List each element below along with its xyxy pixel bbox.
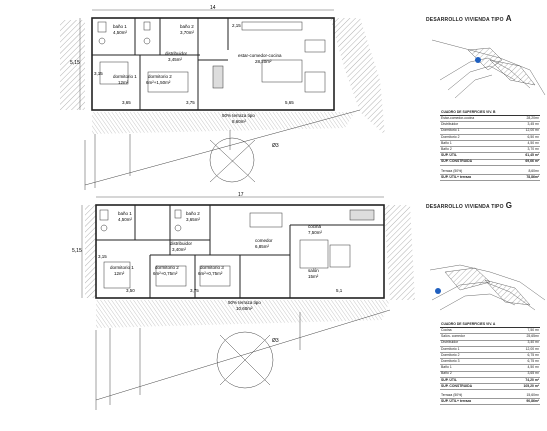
location-marker-g bbox=[435, 288, 441, 294]
surface-table-a bbox=[440, 110, 540, 181]
plan-g bbox=[72, 192, 415, 410]
table-title: CUADRO DE SUPERFICIES VIV. A bbox=[441, 321, 496, 326]
plan-a-letter: A bbox=[505, 14, 512, 23]
row-label: Dormitorio 2 bbox=[441, 134, 460, 139]
row-value: 105,20 m² bbox=[523, 383, 539, 388]
row-value: 6,75 m² bbox=[527, 359, 539, 364]
room-a-estar-name: estar-comedor-cocina bbox=[238, 53, 282, 58]
dim-a-top: 2,15 bbox=[232, 23, 241, 28]
row-value: 6,50 m² bbox=[527, 134, 539, 139]
plan-g-letter: G bbox=[505, 201, 513, 210]
room-g-salon-area: 15m² bbox=[308, 274, 319, 279]
row-value: 15,60m² bbox=[526, 392, 539, 397]
row-value: 3,65 m² bbox=[527, 371, 539, 376]
row-label: Terraza (50%) bbox=[441, 392, 463, 397]
row-value: 3,70 m² bbox=[527, 147, 539, 152]
row-label: Baño 2 bbox=[441, 147, 452, 152]
room-g-cocina-area: 7,50m² bbox=[308, 230, 323, 235]
room-g-dorm2-name: dormitorio 2 bbox=[155, 265, 179, 270]
row-label: Baño 2 bbox=[441, 371, 452, 376]
dim-a-b1: 3,75 bbox=[186, 100, 195, 105]
key-map-a bbox=[432, 40, 545, 98]
key-map-g bbox=[430, 265, 545, 310]
row-label: Dormitorio 1 bbox=[441, 128, 460, 133]
slope-g-label: Ø3 bbox=[272, 338, 279, 344]
terrace-a-area: 8,60m² bbox=[232, 119, 247, 124]
row-value: 12,00 m² bbox=[525, 128, 539, 133]
row-value: 12,00 m² bbox=[525, 346, 539, 351]
room-a-distribuidor-area: 3,45m² bbox=[168, 57, 183, 62]
surface-table-g bbox=[440, 322, 540, 405]
terrace-a-name: 50% terraza tipo bbox=[222, 113, 255, 118]
dim-a-left: 3,15 bbox=[94, 71, 103, 76]
dim-a-b2: 5,65 bbox=[285, 100, 294, 105]
room-g-dorm1-area: 12m² bbox=[114, 271, 125, 276]
room-a-bano1-area: 4,50m² bbox=[113, 30, 128, 35]
room-a-bano2-area: 3,70m² bbox=[180, 30, 195, 35]
row-label: Terraza (50%) bbox=[441, 168, 463, 173]
row-label: Dormitorio 3 bbox=[441, 359, 460, 364]
dim-g-b2: 5,1 bbox=[336, 288, 343, 293]
row-label: Distribuidor bbox=[441, 340, 459, 345]
room-a-dorm1-name: dormitorio 1 bbox=[113, 74, 137, 79]
row-label: SUP. CONSTRUIDA bbox=[441, 159, 473, 164]
room-g-cocina-name: cocina bbox=[308, 224, 322, 229]
terrain-hatch-left-g bbox=[85, 205, 96, 298]
table-row-sum bbox=[440, 399, 540, 405]
row-value: 78,86m² bbox=[526, 174, 539, 179]
plan-a bbox=[60, 5, 385, 190]
slope-a-label: Ø3 bbox=[272, 143, 279, 149]
row-value: 7,50 m² bbox=[527, 328, 539, 333]
row-label: SUP. ÚTIL bbox=[441, 377, 457, 382]
room-a-estar-area: 28,20m² bbox=[255, 59, 272, 64]
room-g-dorm1-name: dormitorio 1 bbox=[110, 265, 134, 270]
interior-walls-g bbox=[96, 205, 384, 298]
row-value: 4,50 m² bbox=[527, 140, 539, 145]
row-label: SUP. ÚTIL+ terraza bbox=[441, 399, 471, 404]
row-value: 3,45 m² bbox=[527, 122, 539, 127]
table-row-sum bbox=[440, 175, 540, 181]
plan-a-title bbox=[426, 14, 512, 23]
terrace-g-area: 10,60m² bbox=[236, 306, 253, 311]
dim-g-left: 3,15 bbox=[98, 254, 107, 259]
dim-a-width: 14 bbox=[210, 5, 216, 11]
room-a-dorm2-name: dormitorio 2 bbox=[148, 74, 172, 79]
row-value: 90,86m² bbox=[526, 399, 539, 404]
room-g-bano2-name: baño 2 bbox=[186, 211, 200, 216]
row-label: Cocina bbox=[441, 328, 452, 333]
furniture-a bbox=[98, 22, 325, 92]
plan-g-title-text: DESARROLLO VIVIENDA TIPO bbox=[426, 204, 504, 210]
row-value: 3,40 m² bbox=[527, 340, 539, 345]
row-value: 28,20m² bbox=[526, 116, 539, 121]
room-a-bano2-name: baño 2 bbox=[180, 24, 194, 29]
room-g-bano2-area: 3,65m² bbox=[186, 217, 201, 222]
row-label: Salón- comedor bbox=[441, 334, 465, 339]
row-label: SUP. CONSTRUIDA bbox=[441, 383, 473, 388]
row-value: 6,75 m² bbox=[527, 352, 539, 357]
terrain-hatch-right-g bbox=[384, 205, 415, 300]
room-g-dorm2-area: 6m²+0,75m² bbox=[153, 271, 178, 276]
room-a-bano1-name: baño 1 bbox=[113, 24, 127, 29]
row-label: Estar-comedor-cocina bbox=[441, 116, 475, 121]
room-g-comedor-name: comedor bbox=[255, 238, 273, 243]
row-value: 25,65m² bbox=[526, 334, 539, 339]
row-label: Dormitorio 2 bbox=[441, 352, 460, 357]
dim-g-height: 5,15 bbox=[72, 248, 82, 254]
room-g-distribuidor-name: distribuidor bbox=[170, 241, 193, 246]
room-a-dorm2-area: 6m²+1,50m² bbox=[146, 80, 171, 85]
row-label: Distribuidor bbox=[441, 122, 459, 127]
plan-a-title-text: DESARROLLO VIVIENDA TIPO bbox=[426, 17, 504, 23]
dim-g-width: 17 bbox=[238, 192, 244, 198]
furniture-g bbox=[100, 210, 374, 288]
row-value: 8,60m² bbox=[528, 168, 539, 173]
room-a-distribuidor-name: distribuidor bbox=[165, 51, 188, 56]
room-g-distribuidor-area: 3,40m² bbox=[172, 247, 187, 252]
terrace-g-name: 50% terraza tipo bbox=[228, 300, 261, 305]
room-a-dorm1-area: 12m² bbox=[118, 80, 129, 85]
row-label: SUP. ÚTIL bbox=[441, 153, 457, 158]
row-value: 4,50 m² bbox=[527, 365, 539, 370]
room-g-dorm3-area: 6m²+0,75m² bbox=[198, 271, 223, 276]
dim-g-b1: 3,75 bbox=[190, 288, 199, 293]
dim-a-height: 5,15 bbox=[70, 60, 80, 66]
room-g-bano1-name: baño 1 bbox=[118, 211, 132, 216]
row-label: Baño 1 bbox=[441, 140, 452, 145]
room-g-dorm3-name: dormitorio 3 bbox=[200, 265, 224, 270]
plan-a-outline bbox=[92, 18, 334, 110]
location-marker-a bbox=[475, 57, 481, 63]
row-value: 74,20 m² bbox=[525, 377, 539, 382]
table-title: CUADRO DE SUPERFICIES VIV. B bbox=[441, 109, 496, 114]
row-label: Dormitorio 1 bbox=[441, 346, 460, 351]
dim-g-b0: 3,50 bbox=[126, 288, 135, 293]
room-g-comedor-area: 6,85m² bbox=[255, 244, 270, 249]
row-value: 69,66 m² bbox=[525, 159, 539, 164]
dim-a-b0: 3,65 bbox=[122, 100, 131, 105]
row-value: 61,45 m² bbox=[525, 153, 539, 158]
row-label: SUP. ÚTIL+ terraza bbox=[441, 174, 471, 179]
row-label: Baño 1 bbox=[441, 365, 452, 370]
room-g-bano1-area: 4,50m² bbox=[118, 217, 133, 222]
plan-g-title bbox=[426, 201, 512, 210]
room-g-salon-name: salón bbox=[308, 268, 319, 273]
